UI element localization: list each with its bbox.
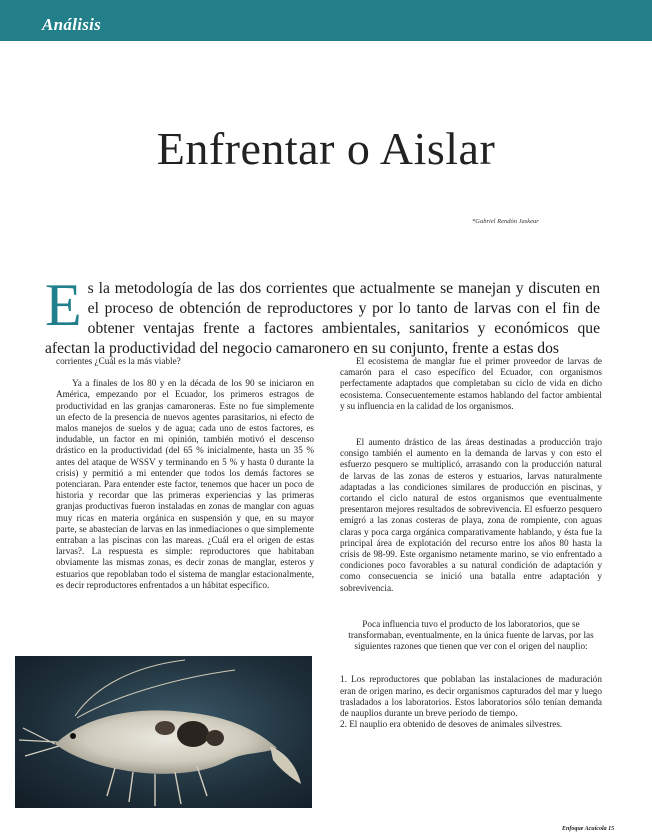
- page-footer: Enfoque Acuícola 15: [562, 826, 615, 832]
- right-paragraph-2: El aumento drástico de las áreas destinadas a producción trajo consigo también el aumento en la demanda de larvas y con esto el esfuerzo pesquero se multiplicó, arrasando con la producción natural de larvas de las zonas de esteros y estuarios, larvas naturalmente adaptadas a las condiciones similares de producción en piscinas, y cortando el ciclo natural de estos organismos que eventualmente presentaron mejores resultados de sobrevivencia. El esfuerzo pesquero emigró a las zonas costeras de playa, zona de rompiente, con aguas claras y poca carga orgánica comparativamente hablando, y ésta fue la principal área de explotación del recurso entre los años 80 hasta la crisis de 98-99. Este organismo netamente marino, se vio enfrentado a condiciones poco favorables a su natural condición de adaptación y como consecuencia se inició una batalla entre adaptación y sobrevivencia.: [340, 437, 602, 593]
- drop-cap: E: [45, 272, 82, 338]
- left-column: [56, 356, 314, 591]
- lead-text: s la metodología de las dos corrientes que actualmente se manejan y discuten en el proceso de obtención de reproductores y por lo tanto de larvas con el fin de obtener ventajas frente a factores ambientales, sanitarios y económicos que afectan la productividad del negocio camaronero en su conjunto, frente a estas dos: [45, 280, 600, 357]
- byline: *Gabriel Rendón Jaskeur: [472, 218, 539, 225]
- right-column: [340, 356, 602, 741]
- left-paragraph-1: corrientes ¿Cuál es la más viable?: [56, 356, 181, 366]
- section-label: Análisis: [42, 15, 102, 34]
- lead-paragraph: [45, 272, 600, 359]
- right-paragraph-1: El ecosistema de manglar fue el primer proveedor de larvas de camarón para el caso específico del Ecuador, con organismos perfectamente adaptados que completaban su ciclo de vida en dicho ecosistema. Consecuentemente estamos hablando del factor ambiental y su influencia en la calidad de los organismos.: [340, 356, 602, 411]
- left-paragraph-2: Ya a finales de los 80 y en la década de los 90 se iniciaron en América, empezando por el Ecuador, los primeros estragos de productividad en las granjas camaroneras. Este no fue simplemente un efecto de la presencia de nuevos agentes parasitarios, ni efecto de malos manejos de suelos y de agua; cada uno de estos factores, es indudable, un factor en mi opinión, también motivó el descenso drástico en la productividad (del 65 % inicialmente, hasta un 35 % antes del ataque de WSSV y terminando en 5 % y hasta 0 durante la crisis) y permitió a mi entender que todos los demás factores se potenciaran. Para entender este factor, tenemos que hacer un poco de historia y recordar que las primeras experiencias y las primeras granjas productivas fueron instaladas en zonas de manglar con aguas muy ricas en materia orgánica en suspensión y que, en su mayor parte, se abastecían de larvas en las inmediaciones o que simplemente entraban a las piscinas con las mareas. ¿Cuál era el origen de estas larvas?. La respuesta es simple: reproductores que habitaban obviamente las mismas zonas, es decir zonas de manglar, esteros y estuarios que repoblaban todo el sistema de manglar estacionalmente, es decir reproductores enfrentados a un hábitat específico.: [56, 378, 314, 590]
- right-list-item-2: 2. El nauplio era obtenido de desoves de animales silvestres.: [340, 719, 563, 730]
- right-list-item-1: 1. Los reproductores que poblaban las instalaciones de maduración eran de origen marino, es decir organismos capturados del mar y luego trasladados a los laboratorios. Estos laboratorios sólo tenían demanda de nauplios durante un breve periodo de tiempo.: [340, 674, 602, 719]
- right-paragraph-3: Poca influencia tuvo el producto de los laboratorios, que se transformaban, eventualmente, en la única fuente de larvas, por las siguientes razones que tienen que ver con el origen del nauplio:: [348, 618, 594, 652]
- article-title: Enfrentar o Aislar: [156, 123, 496, 174]
- shrimp-illustration: [15, 656, 312, 808]
- shrimp-photo: [15, 656, 312, 808]
